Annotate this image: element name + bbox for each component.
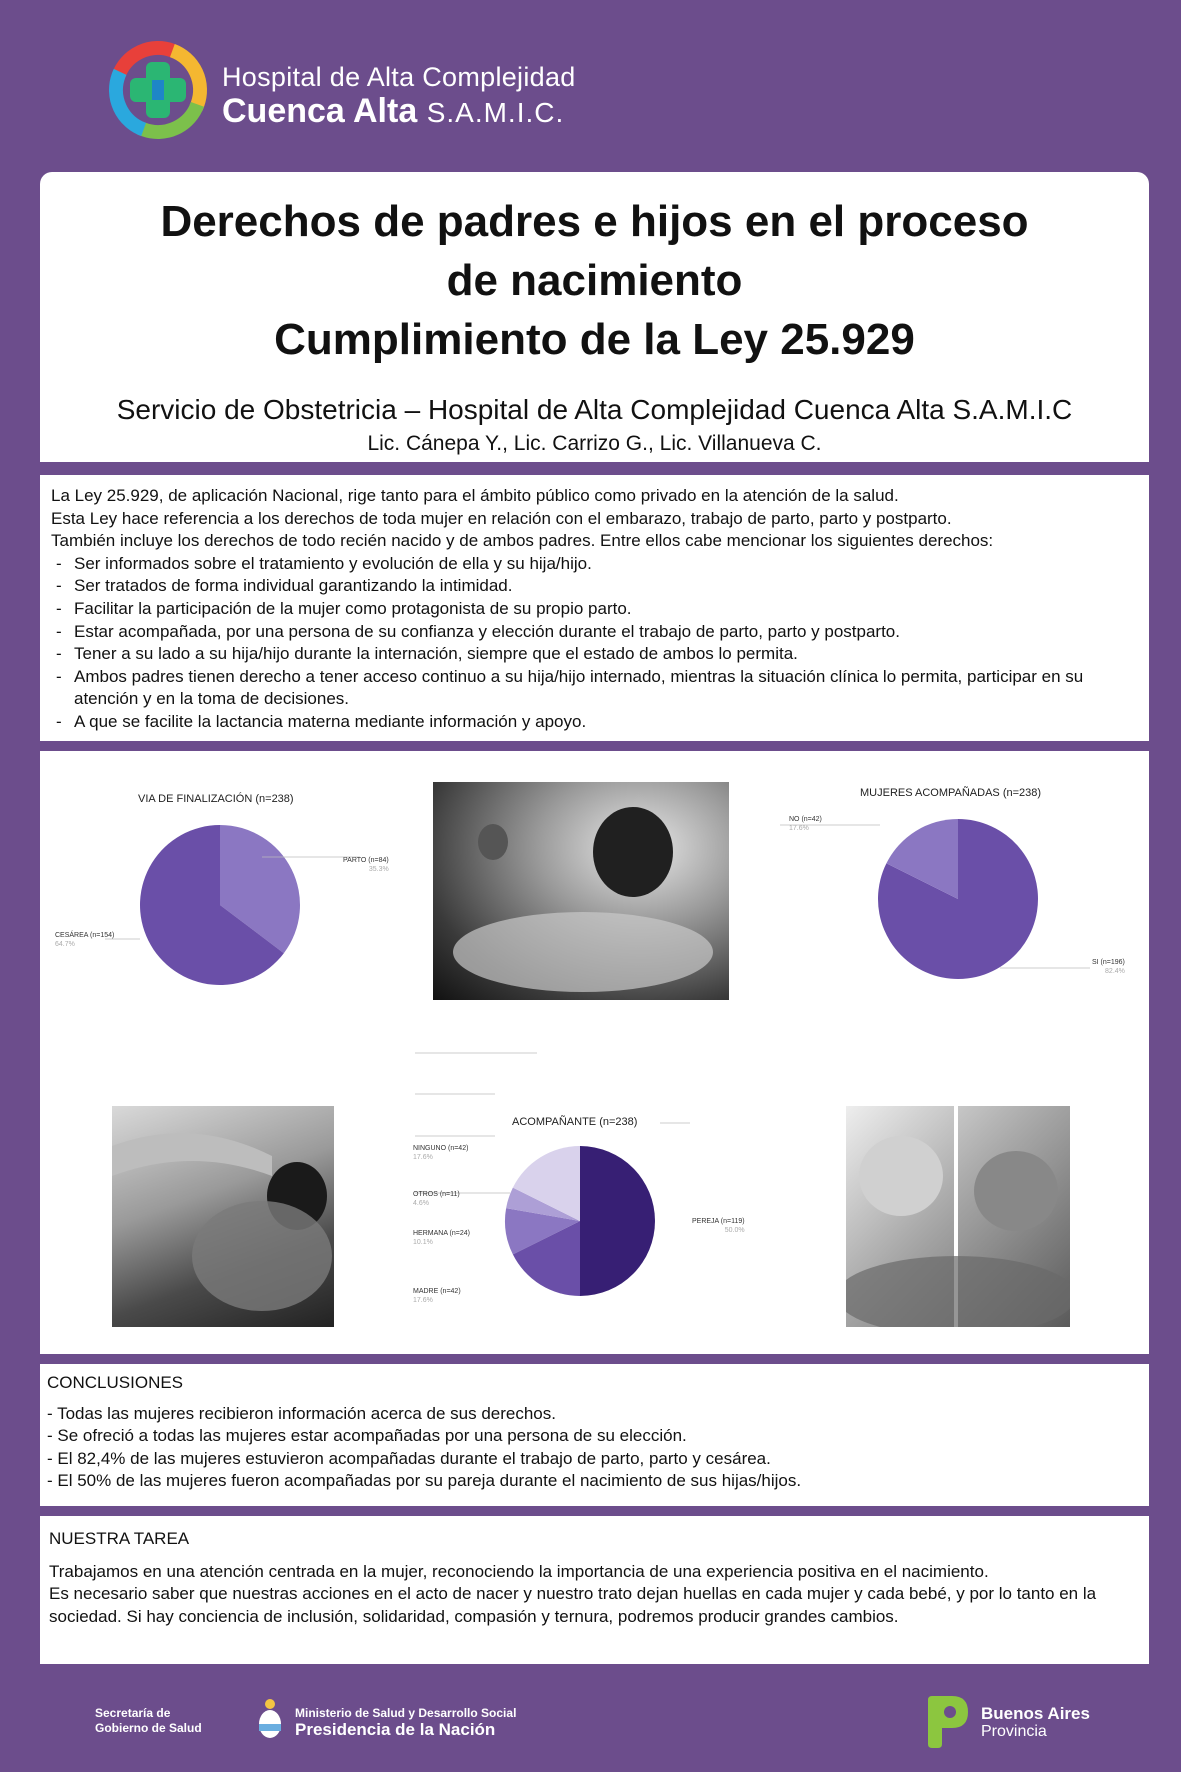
escudo-icon — [256, 1698, 284, 1740]
photo-newborns — [846, 1106, 1070, 1327]
chart2-label-si — [1092, 958, 1125, 976]
chart2-slices — [878, 819, 1038, 979]
list-item: - Ser tratados de forma individual garantizando la intimidad. — [51, 575, 1138, 598]
chart2-pie — [868, 809, 1048, 989]
label-pct: 10.1% — [413, 1239, 433, 1246]
list-item: - Se ofreció a todas las mujeres estar acompañadas por una persona de su elección. — [47, 1426, 687, 1446]
title-line2: de nacimiento — [446, 256, 743, 305]
conclusions-heading: CONCLUSIONES — [47, 1373, 184, 1392]
logo-line2 — [222, 92, 564, 131]
label-pct: 64.7% — [55, 941, 75, 948]
photo-mother-newborn-image — [433, 782, 729, 1000]
chart1-label-parto — [343, 856, 389, 874]
rights-list — [51, 553, 1138, 734]
footer-ministerio-line1: Ministerio de Salud y Desarrollo Social — [295, 1706, 517, 1720]
chart2-title: MUJERES ACOMPAÑADAS (n=238) — [860, 787, 1042, 799]
photo-skin-to-skin — [112, 1106, 334, 1327]
label-pct: 17.6% — [413, 1154, 433, 1161]
chart3-pie — [495, 1136, 665, 1306]
footer-ba-line1: Buenos Aires — [981, 1704, 1090, 1723]
authors: Lic. Cánepa Y., Lic. Carrizo G., Lic. Villanueva C. — [367, 432, 822, 455]
chart1-title: VIA DE FINALIZACIÓN (n=238) — [138, 793, 294, 805]
title-line1: Derechos de padres e hijos en el proceso — [160, 197, 1029, 246]
pie-slice-0 — [580, 1146, 655, 1296]
tarea-heading: NUESTRA TAREA — [49, 1529, 190, 1548]
buenos-aires-logo-icon — [924, 1694, 970, 1750]
photo-skin-to-skin-image — [112, 1106, 334, 1327]
list-item: - Ambos padres tienen derecho a tener acceso continuo a su hija/hijo internado, mientras la situación clínica lo permita, participar en su atención y en la toma de decisiones. — [51, 666, 1138, 711]
label-text: NINGUNO (n=42) — [413, 1145, 469, 1152]
logo-line1: Hospital de Alta Complejidad — [222, 62, 576, 92]
label-text: NO (n=42) — [789, 816, 822, 823]
label-pct: 17.6% — [789, 825, 809, 832]
chart3-label-ninguno — [413, 1144, 468, 1162]
intro-paragraph: También incluye los derechos de todo recién nacido y de ambos padres. Entre ellos cabe mencionar los siguientes derechos: — [51, 531, 994, 551]
label-text: HERMANA (n=24) — [413, 1230, 470, 1237]
label-text: OTROS (n=11) — [413, 1191, 460, 1198]
footer-ba-line2: Provincia — [981, 1723, 1047, 1740]
list-item: - El 50% de las mujeres fueron acompañadas por su pareja durante el nacimiento de sus hijas/hijos. — [47, 1471, 802, 1491]
poster-title — [40, 192, 1149, 369]
list-item: - Ser informados sobre el tratamiento y evolución de ella y su hija/hijo. — [51, 553, 1138, 576]
footer-ba — [981, 1705, 1090, 1741]
title-panel — [40, 172, 1149, 462]
chart1-slices — [140, 825, 300, 985]
chart3-label-hermana — [413, 1229, 470, 1247]
label-text: PARTO (n=84) — [343, 857, 389, 864]
intro-panel — [40, 475, 1149, 741]
label-text: SI (n=196) — [1092, 959, 1125, 966]
photo-newborns-image — [846, 1106, 1070, 1327]
footer-secretaria-line2: Gobierno de Salud — [95, 1721, 202, 1735]
chart1-pie — [130, 815, 310, 995]
footer-secretaria — [95, 1706, 202, 1736]
label-pct: 50.0% — [724, 1227, 745, 1234]
chart3-title: ACOMPAÑANTE (n=238) — [512, 1116, 638, 1128]
label-pct: 17.6% — [413, 1297, 433, 1304]
photo-mother-newborn — [433, 782, 729, 1000]
logo-name: Cuenca Alta — [222, 92, 418, 130]
intro-paragraph: La Ley 25.929, de aplicación Nacional, rige tanto para el ámbito público como privado en la atención de la salud. — [51, 486, 899, 505]
list-item: - Facilitar la participación de la mujer como protagonista de su propio parto. — [51, 598, 1138, 621]
charts-panel — [40, 751, 1149, 1354]
conclusions-panel — [40, 1364, 1149, 1506]
tarea-text: Es necesario saber que nuestras acciones en el acto de nacer y nuestro trato dejan huellas en cada mujer y cada bebé, y por lo tanto en la sociedad. Si hay conciencia de inclusión, solidaridad, compasión y ternura, podremos producir grandes cambios. — [49, 1584, 1097, 1626]
footer-ministerio — [295, 1706, 516, 1740]
title-line3: Cumplimiento de la Ley 25.929 — [274, 315, 915, 364]
label-text: CESÁREA (n=154) — [55, 932, 115, 939]
label-pct: 4.6% — [413, 1200, 429, 1207]
chart3-label-otros — [413, 1190, 460, 1208]
hospital-logo — [108, 40, 608, 140]
tarea-text: Trabajamos en una atención centrada en la mujer, reconociendo la importancia de una experiencia positiva en el nacimiento. — [49, 1561, 989, 1581]
chart1-label-cesarea — [55, 931, 114, 949]
list-item: - Todas las mujeres recibieron información acerca de sus derechos. — [47, 1403, 556, 1423]
hospital-logo-icon — [108, 40, 208, 140]
chart3-label-madre — [413, 1287, 461, 1305]
label-text: MADRE (n=42) — [413, 1288, 461, 1295]
footer-ministerio-line2: Presidencia de la Nación — [295, 1720, 496, 1739]
label-pct: 82.4% — [1105, 968, 1125, 975]
list-item: - A que se facilite la lactancia materna mediante información y apoyo. — [51, 711, 1138, 734]
label-text: PEREJA (n=119) — [692, 1218, 745, 1225]
list-item: - Estar acompañada, por una persona de su confianza y elección durante el trabajo de parto, parto y postparto. — [51, 621, 1138, 644]
label-pct: 35.3% — [368, 866, 389, 873]
footer-secretaria-line1: Secretaría de — [95, 1706, 171, 1720]
tarea-panel — [40, 1516, 1149, 1664]
list-item: - Tener a su lado a su hija/hijo durante la internación, siempre que el estado de ambos lo permita. — [51, 643, 1138, 666]
subtitle: Servicio de Obstetricia – Hospital de Alta Complejidad Cuenca Alta S.A.M.I.C — [116, 394, 1073, 425]
chart3-slices — [505, 1146, 655, 1296]
chart2-label-no — [789, 815, 822, 833]
chart3-label-pereja — [692, 1217, 745, 1235]
intro-paragraph: Esta Ley hace referencia a los derechos de toda mujer en relación con el embarazo, trabajo de parto, parto y postparto. — [51, 508, 952, 528]
list-item: - El 82,4% de las mujeres estuvieron acompañadas durante el trabajo de parto, parto y cesárea. — [47, 1448, 771, 1468]
logo-suffix: S.A.M.I.C. — [426, 97, 565, 128]
